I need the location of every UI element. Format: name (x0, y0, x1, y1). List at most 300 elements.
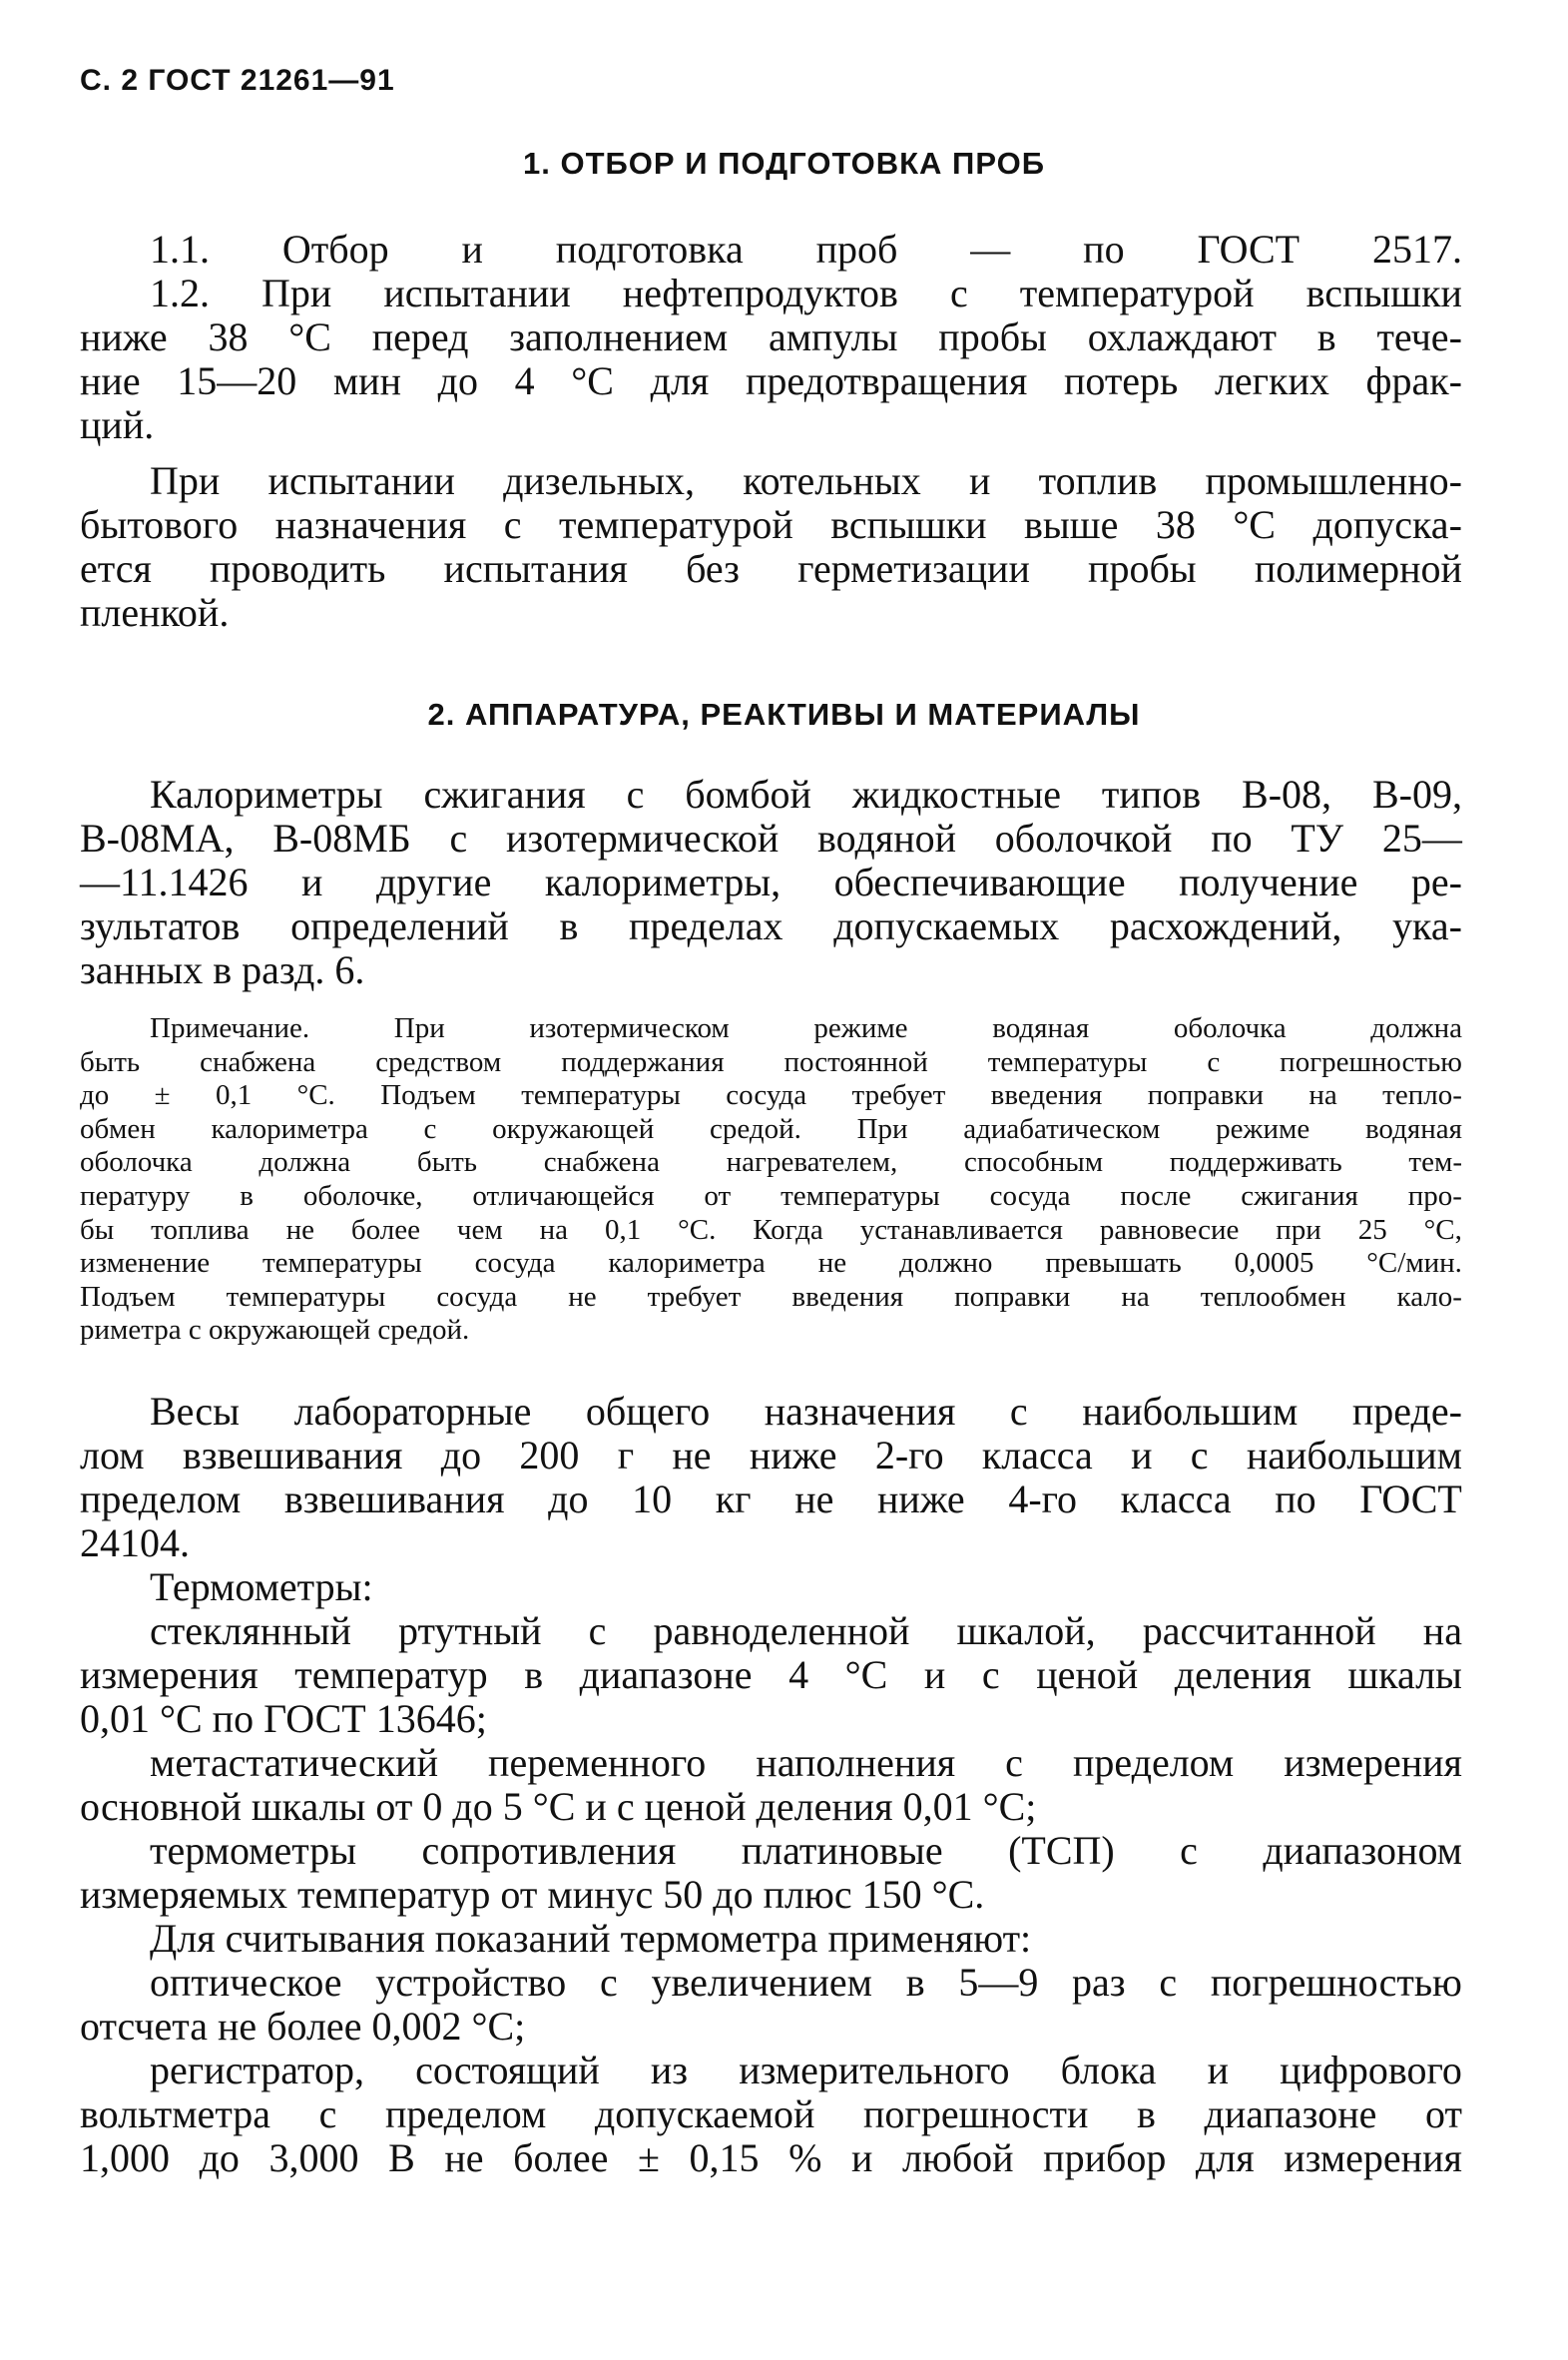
word: 25— (1381, 816, 1462, 861)
word: термометры (150, 1828, 357, 1873)
word: В-08, (1242, 772, 1332, 817)
word: с (318, 2091, 337, 2136)
word: измерения (80, 1652, 259, 1697)
word: промышленно- (1205, 458, 1462, 503)
word: получение (1179, 860, 1358, 904)
word: 0,0005 (1234, 1247, 1314, 1280)
word: и (461, 227, 483, 272)
calorimeters-paragraph (80, 773, 1462, 992)
word: режиме (1216, 1112, 1310, 1145)
word: более (513, 2135, 609, 2180)
text-line: Термометры: (150, 1564, 373, 1609)
word: наибольшим (1246, 1433, 1462, 1477)
word: до (199, 2135, 240, 2180)
word: оболочкой (994, 816, 1173, 861)
word: с (588, 1608, 607, 1653)
note-line (80, 1046, 1462, 1080)
word: ртутный (397, 1608, 542, 1653)
word: охлаждают (1087, 314, 1277, 359)
word: кало- (1396, 1280, 1462, 1313)
text-line (80, 2136, 1462, 2180)
word: °С (571, 358, 614, 403)
word: тем- (1408, 1146, 1462, 1179)
word: допускаемых (833, 903, 1060, 948)
text-line (80, 272, 1462, 315)
word: температурой (1019, 271, 1255, 315)
word: от (1424, 2091, 1462, 2136)
word: В-09, (1371, 772, 1462, 817)
word: обмен (80, 1112, 156, 1145)
text-line: ций. (80, 402, 155, 447)
word: должна (259, 1146, 351, 1179)
word: нефтепродуктов (622, 271, 898, 315)
word: бомбой (685, 772, 811, 817)
word: преде- (1351, 1389, 1462, 1434)
word: 4-го (1008, 1476, 1078, 1521)
word: быть (416, 1146, 478, 1179)
word: устанавливается (859, 1213, 1063, 1246)
reading-devices-heading (80, 1917, 1462, 1961)
word: по (1083, 227, 1125, 272)
word: Весы (150, 1389, 241, 1434)
word: не (285, 1213, 314, 1246)
word: и (1131, 1433, 1153, 1477)
word: наибольшим (1082, 1389, 1299, 1434)
word: рассчитанной (1142, 1608, 1376, 1653)
word: регистратор, (150, 2048, 364, 2092)
word: ука- (1392, 903, 1462, 948)
word: — (970, 227, 1011, 272)
word: температуры (262, 1247, 422, 1280)
word: 2517. (1371, 227, 1462, 272)
word: поправки (1147, 1079, 1264, 1112)
word: котельных (743, 458, 921, 503)
word: погрешностью (1280, 1045, 1462, 1078)
word: 1.1. (150, 227, 210, 272)
text-line (80, 773, 1462, 817)
word: для (650, 358, 710, 403)
word: поддерживать (1169, 1146, 1342, 1179)
word: расхождений, (1109, 903, 1342, 948)
word: до (440, 1433, 482, 1477)
word: до (80, 1079, 110, 1112)
word: для (1195, 2135, 1255, 2180)
optical-device (80, 1961, 1462, 2049)
word: °С (288, 314, 331, 359)
text-line: отсчета не более 0,002 °С; (80, 2004, 526, 2049)
word: фрак- (1365, 358, 1462, 403)
word: на (1121, 1280, 1150, 1313)
word: 4 (514, 358, 535, 403)
word: испытании (267, 458, 455, 503)
word: обеспечивающие (833, 860, 1126, 904)
word: сосуда (989, 1179, 1071, 1212)
word: и (969, 458, 991, 503)
note-line (80, 1113, 1462, 1147)
text-line: основной шкалы от 0 до 5 °С и с ценой деления 0,01 °С; (80, 1784, 1037, 1829)
word: водяной (817, 816, 957, 861)
word: 15—20 (177, 358, 297, 403)
word: тепло- (1382, 1079, 1462, 1112)
text-line (80, 1829, 1462, 1873)
word: до (437, 358, 478, 403)
text-line (80, 228, 1462, 272)
word: вспышки (1306, 271, 1462, 315)
word: на (539, 1213, 569, 1246)
word: наполнения (756, 1740, 956, 1785)
note-line (80, 1079, 1462, 1113)
word: с (1180, 1828, 1198, 1873)
word: с (981, 1652, 1000, 1697)
word: в (1137, 2091, 1156, 2136)
word: ние (80, 358, 141, 403)
text-line (80, 861, 1462, 904)
word: платиновые (741, 1828, 943, 1873)
word: ампулы (768, 314, 898, 359)
text-line (80, 1477, 1462, 1521)
word: цифрового (1280, 2048, 1462, 2092)
note-line (80, 1214, 1462, 1248)
word: введения (791, 1280, 904, 1313)
word: типов (1101, 772, 1202, 817)
word: класса (981, 1433, 1093, 1477)
word: Подъем (380, 1079, 476, 1112)
word: сопротивления (421, 1828, 677, 1873)
word: увеличением (651, 1960, 872, 2005)
word: снабжена (543, 1146, 660, 1179)
word: с (1159, 1960, 1178, 2005)
word: ется (80, 546, 152, 591)
word: оболочке, (302, 1179, 423, 1212)
text-line (80, 1961, 1462, 2005)
word: При (393, 1012, 445, 1044)
word: и (923, 1652, 946, 1697)
word: измерительного (739, 2048, 1010, 2092)
word: с (1009, 1389, 1028, 1434)
word: равновесие (1099, 1213, 1240, 1246)
word: изменение (80, 1247, 211, 1280)
word: назначения (274, 502, 467, 547)
word: г (617, 1433, 635, 1477)
word: 1,000 (80, 2135, 170, 2180)
section-1-title: 1. ОТБОР И ПОДГОТОВКА ПРОБ (523, 146, 1045, 181)
word: В-08МА, (80, 816, 235, 861)
word: В (388, 2135, 415, 2180)
word: кг (715, 1476, 752, 1521)
word: при (1276, 1213, 1321, 1246)
word: мин (332, 358, 401, 403)
text-line (80, 503, 1462, 547)
word: с (1190, 1433, 1209, 1477)
text-line (80, 315, 1462, 359)
text-line (80, 817, 1462, 861)
word: водяная (992, 1012, 1090, 1044)
word: из (650, 2048, 689, 2092)
text-line (80, 1653, 1462, 1697)
word: после (1120, 1179, 1192, 1212)
word: по (1275, 1476, 1316, 1521)
word: погрешностью (1210, 1960, 1462, 2005)
word: 5—9 (958, 1960, 1039, 2005)
word: пробы (1088, 546, 1197, 591)
word: требует (647, 1280, 742, 1313)
word: сосуда (726, 1079, 807, 1112)
word: сосуда (474, 1247, 556, 1280)
word: по (1211, 816, 1253, 861)
word: —11.1426 (80, 860, 249, 904)
word: ± (154, 1079, 171, 1112)
word: с (423, 1112, 437, 1145)
word: не (794, 1476, 834, 1521)
word: температур (294, 1652, 488, 1697)
thermometer-glass-mercury (80, 1609, 1462, 1741)
word: шкалой, (956, 1608, 1096, 1653)
word: 38 (1155, 502, 1196, 547)
word: °С (844, 1652, 888, 1697)
word: в (559, 903, 579, 948)
word: сосуда (436, 1280, 518, 1313)
word: быть (80, 1045, 141, 1078)
word: температуры (226, 1280, 386, 1313)
word: ниже (80, 314, 168, 359)
word: средством (375, 1045, 502, 1078)
word: топлива (151, 1213, 250, 1246)
text-line (80, 1434, 1462, 1477)
word: режиме (813, 1012, 908, 1044)
word: до (548, 1476, 589, 1521)
word: % (788, 2135, 822, 2180)
word: прибор (1043, 2135, 1167, 2180)
section-1-paragraph-2 (80, 459, 1462, 635)
word: ГОСТ (1359, 1476, 1462, 1521)
word: поддержания (561, 1045, 725, 1078)
word: 38 (208, 314, 249, 359)
word: класса (1120, 1476, 1232, 1521)
word: должно (899, 1247, 993, 1280)
thermometer-metastatic (80, 1741, 1462, 1829)
word: стеклянный (150, 1608, 351, 1653)
word: с (1005, 1740, 1023, 1785)
word: температуры (987, 1045, 1148, 1078)
word: Калориметры (150, 772, 383, 817)
word: от (704, 1179, 732, 1212)
word: °С/мин. (1366, 1247, 1462, 1280)
word: В-08МБ (272, 816, 411, 861)
word: температуры (521, 1079, 681, 1112)
word: взвешивания (182, 1433, 403, 1477)
text-line (80, 1741, 1462, 1785)
word: с (1207, 1045, 1221, 1078)
word: и (851, 2135, 873, 2180)
word: топлив (1038, 458, 1158, 503)
text-line (80, 2049, 1462, 2092)
word: ниже (877, 1476, 965, 1521)
word: 0,1 (604, 1213, 642, 1246)
word: ре- (1410, 860, 1462, 904)
word: жидкостные (851, 772, 1061, 817)
word: в (905, 1960, 925, 2005)
word: При (856, 1112, 908, 1145)
word: переменного (488, 1740, 707, 1785)
word: 0,15 (689, 2135, 760, 2180)
word: другие (375, 860, 492, 904)
word: в (1316, 314, 1336, 359)
recorder-paragraph (80, 2049, 1462, 2180)
word: бы (80, 1213, 115, 1246)
word: ± (637, 2135, 660, 2180)
word: любой (901, 2135, 1014, 2180)
word: диапазоне (579, 1652, 753, 1697)
note-line: риметра с окружающей средой. (80, 1314, 470, 1347)
word: не (568, 1280, 597, 1313)
text-line: 0,01 °С по ГОСТ 13646; (80, 1696, 487, 1741)
word: зультатов (80, 903, 241, 948)
word: 4 (788, 1652, 809, 1697)
word: с (503, 502, 522, 547)
word: более (350, 1213, 420, 1246)
word: ценой (1036, 1652, 1139, 1697)
word: изотермическом (529, 1012, 730, 1044)
text-line (80, 904, 1462, 948)
word: тече- (1376, 314, 1462, 359)
text-line: занных в разд. 6. (80, 947, 365, 992)
word: 1.2. (150, 271, 210, 315)
word: ниже (749, 1433, 837, 1477)
word: адиабатическом (963, 1112, 1161, 1145)
word: (ТСП) (1008, 1828, 1115, 1873)
word: деления (1174, 1652, 1311, 1697)
word: пробы (938, 314, 1047, 359)
word: в (524, 1652, 544, 1697)
note-line (80, 1180, 1462, 1214)
word: легких (1214, 358, 1329, 403)
word: При (261, 271, 332, 315)
word: вспышки (830, 502, 987, 547)
word: водяная (1364, 1112, 1462, 1145)
word: требует (851, 1079, 946, 1112)
word: лом (80, 1433, 145, 1477)
word: теплообмен (1200, 1280, 1346, 1313)
word: калориметры, (544, 860, 782, 904)
word: средой. (709, 1112, 801, 1145)
text-line (80, 459, 1462, 503)
word: сжигания (1241, 1179, 1358, 1212)
word: проводить (210, 546, 386, 591)
word: измерения (1284, 1740, 1462, 1785)
word: лабораторные (293, 1389, 532, 1434)
word: пределом (1072, 1740, 1235, 1785)
word: и (301, 860, 323, 904)
text-line: измеряемых температур от минус 50 до плюс 150 °С. (80, 1872, 985, 1917)
word: диапазоне (1204, 2091, 1377, 2136)
scales-paragraph (80, 1390, 1462, 1565)
word: не (817, 1247, 847, 1280)
word: испытании (383, 271, 571, 315)
word: про- (1407, 1179, 1462, 1212)
word: отличающейся (472, 1179, 655, 1212)
word: нагревателем, (726, 1146, 898, 1179)
word: состоящий (415, 2048, 600, 2092)
section-2-title: 2. АППАРАТУРА, РЕАКТИВЫ И МАТЕРИАЛЫ (427, 697, 1141, 732)
word: °С. (296, 1079, 335, 1112)
word: подготовка (555, 227, 744, 272)
word: на (1422, 1608, 1462, 1653)
word: калориметра (211, 1112, 368, 1145)
text-line: пленкой. (80, 590, 230, 635)
word: При (150, 458, 221, 503)
word: превышать (1045, 1247, 1182, 1280)
text-line (80, 2092, 1462, 2136)
word: 10 (632, 1476, 673, 1521)
word: взвешивания (283, 1476, 505, 1521)
section-1-paragraph-1 (80, 228, 1462, 447)
note-line (80, 1012, 1462, 1046)
word: Когда (753, 1213, 823, 1246)
word: назначения (764, 1389, 956, 1434)
word: проб (815, 227, 898, 272)
word: чем (456, 1213, 503, 1246)
word: с (626, 772, 645, 817)
word: окружающей (492, 1112, 655, 1145)
word: погрешности (863, 2091, 1089, 2136)
note-line (80, 1146, 1462, 1180)
word: равноделенной (653, 1608, 910, 1653)
word: ГОСТ (1197, 227, 1301, 272)
word: изотермической (506, 816, 780, 861)
word: полимерной (1254, 546, 1462, 591)
thermometer-resistance (80, 1829, 1462, 1917)
word: оптическое (150, 1960, 342, 2005)
text-line (80, 1609, 1462, 1653)
word: пределом (80, 1476, 242, 1521)
word: с (599, 1960, 618, 2005)
word: диапазоном (1263, 1828, 1462, 1873)
text-line (80, 359, 1462, 403)
word: испытания (443, 546, 628, 591)
word: Примечание. (150, 1012, 310, 1044)
word: 0,1 (215, 1079, 253, 1112)
word: в (240, 1179, 254, 1212)
word: постоянной (784, 1045, 928, 1078)
thermometers-heading (80, 1565, 1462, 1609)
word: 2-го (874, 1433, 944, 1477)
word: устройство (375, 1960, 567, 2005)
word: оболочка (80, 1146, 193, 1179)
word: 25 (1357, 1213, 1387, 1246)
word: определений (290, 903, 509, 948)
word: калориметра (608, 1247, 766, 1280)
word: температуры (781, 1179, 940, 1212)
word: должна (1370, 1012, 1462, 1044)
word: блока (1060, 2048, 1157, 2092)
word: пределом (385, 2091, 547, 2136)
word: и (1207, 2048, 1230, 2092)
word: не (444, 2135, 484, 2180)
note-line (80, 1247, 1462, 1281)
word: герметизации (797, 546, 1030, 591)
word: выше (1024, 502, 1119, 547)
word: поправки (954, 1280, 1071, 1313)
word: допускаемой (594, 2091, 815, 2136)
word: пературу (80, 1179, 191, 1212)
word: дизельных, (503, 458, 695, 503)
word: °С, (1423, 1213, 1462, 1246)
word: °С. (678, 1213, 717, 1246)
word: °С (1233, 502, 1276, 547)
note-block (80, 1012, 1462, 1348)
word: заполнением (509, 314, 729, 359)
word: с (449, 816, 468, 861)
